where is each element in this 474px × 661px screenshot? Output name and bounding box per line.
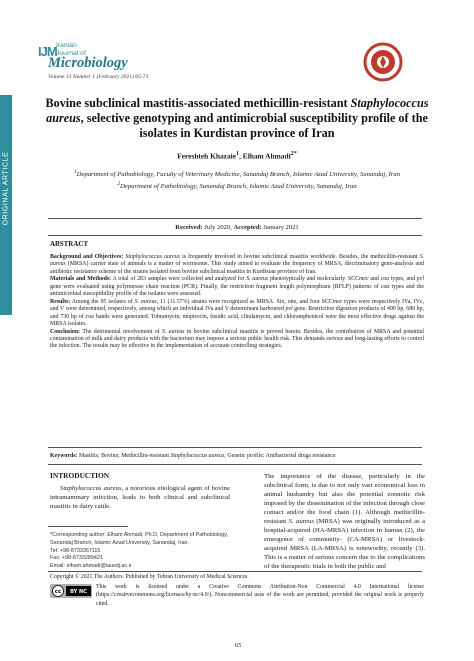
creative-commons-icon	[50, 584, 92, 598]
introduction-continued: The importance of the disease, particularly in the subclinical form, is due to not only vast economical loss in animal husbandry but also the potential zoonotic risk imposed by the dissemination of the infection through close contact and/or the food chain (1). Although methicillin-resistant S. aureus (MRSA) was originally introduced as a hospital-acquired (HA-MRSA) infection in human (2), the emergence of community- (CA-MRSA) or livestock-acquired MRSA (LA-MRSA) is noteworthy, recently (3). This is a matter of serious concern due to the complications of the therapeutic trials in both the public and	[264, 473, 425, 570]
side-article-label: ORIGINAL ARTICLE	[2, 151, 10, 226]
abstract-results: Results: Among the 95 isolates of S. aureus, 11 (11.57%) strains were recognized as MRSA. Six, one, and four SCCmec types were respectively IVa, IVc, and V were determined, respectively, among which an individual IVa and V determinant harboured pvl gene. Restriction digestion products of 490 bp, 680 bp, and 730 bp of coa bands were generated. Tobramycin, mupirocin, fusidic acid, clindamycin, and chloramphenicol were the most effective drugs against the MRSA isolates.	[50, 298, 425, 328]
article-title: Bovine subclinical mastitis-associated methicillin-resistant Staphylococcus aureus, selective genotyping and antimicrobial susceptibility profile of the isolates in Kurdistan province of Iran	[45, 96, 429, 140]
keywords: Keywords: Mastitis; Bovine; Methicillin-resistant Staphylococcus aureus, Genetic profile; Antibacterial drugs resistance	[50, 453, 336, 459]
corresponding-email: Email: elham.ahmadi@iausdj.ac.ir	[50, 562, 132, 569]
affiliation-1: $^1$Department of Pathobiology, Faculty of Veterinary Medicine, Sanandaj Branch, Islamic Azad University, Sanandaj, Iran	[73, 169, 401, 179]
divider-footer	[48, 571, 422, 572]
abstract-conclusion: Conclusion: The detrimental involvement of S. aureus in bovine subclinical mastitis is proved herein. Besides, the contribution of MRSA and potential contamination of milk and dairy products with the bacterium may impose a serious public health risk. This demands serious and long-lasting efforts to control the infection. The results may be effective in the implementation of accurate controlling strategies.	[50, 328, 424, 350]
divider-top	[48, 218, 422, 219]
license-link[interactable]: https://creativecommons.org/licenses/by-nc/4.0/	[97, 592, 210, 599]
article-authors: Fereshteh Khazaie$^1$, Elham Ahmadi$^{2*}$	[177, 151, 297, 161]
affiliations	[36, 168, 438, 192]
abstract-heading: ABSTRACT	[50, 240, 89, 248]
corresponding-fax: Fax: +98-8733289421	[50, 555, 103, 562]
divider-abstract	[48, 235, 422, 236]
abstract-body	[50, 254, 424, 351]
volume-line: Volume 13 Number 1 (February 2021) 65-73	[48, 74, 149, 80]
copyright-line: Copyright © 2021 The Authors. Published by Tehran University of Medical Sciences.	[50, 574, 249, 580]
divider-keywords	[48, 447, 422, 448]
corresponding-tel: Tel: +98-8733367115	[50, 548, 101, 554]
dates-line: Received: July 2020, Accepted: January 2021	[175, 224, 299, 231]
journal-logo-mark: IJM	[38, 44, 57, 59]
university-seal-icon	[363, 42, 403, 82]
abstract-background: Background and Objectives: Staphylococcus aureus is frequently involved in bovine subclinical mastitis worldwide. Besides, the methicillin-resistant S. aureus (MRSA) carrier state of animals is a matter of worrisome. This study aimed to evaluate the frequency of MRSA, discriminatory geno-analysis and antibiotic resistance scheme of the strains isolated from bovine subclinical mastitis in Kurdistan province of Iran.	[50, 254, 424, 275]
cc-label: cc	[54, 589, 62, 596]
divider-body	[48, 464, 422, 465]
introduction-heading: INTRODUCTION	[50, 471, 110, 480]
introduction-paragraph: Staphylococcus aureus, a notorious etiological agent of bovine intramammary infection, leads to both clinical and subclinical mastitis in dairy cattle.	[50, 485, 230, 510]
journal-name-line1: Iranian	[56, 42, 77, 49]
abstract-methods: Materials and Methods: A total of 283 samples were collected and analyzed for S. aureus phenotypically and molecularly. SCCmec and coa types, and pvl gene were evaluated using polymerase chain reaction (PCR). Finally, the restriction fragment length polymorphism (RFLP) patterns of coa types and the antimicrobial susceptibility profile of the isolates were assessed.	[50, 276, 424, 298]
footnote-divider	[48, 526, 128, 527]
correspondence-block	[50, 532, 230, 571]
license-text: This work is licensed under a Creative Commons Attribution-Non Commercial 4.0 International license (https://creativecommons.org/licenses/by-nc/4.0/). Noncommercial uses of the work are permitted, provided the original work is properly cited.	[96, 584, 424, 607]
page-number: 65	[234, 642, 242, 649]
corresponding-author: *Corresponding author: Elham Ahmadi, Ph.D, Department of Pathobiology, Sanandaj Branch, Islamic Azad University, Sanandaj, Iran.	[50, 532, 228, 546]
affiliation-2: $^2$Department of Pathobiology, Sanandaj Branch, Islamic Azad University, Sanandaj, Iran	[117, 180, 357, 191]
journal-name-line2: Journal of	[56, 49, 86, 57]
cc-by-nc-label: BY NC	[70, 589, 87, 596]
journal-name-large: Microbiology	[48, 55, 128, 71]
